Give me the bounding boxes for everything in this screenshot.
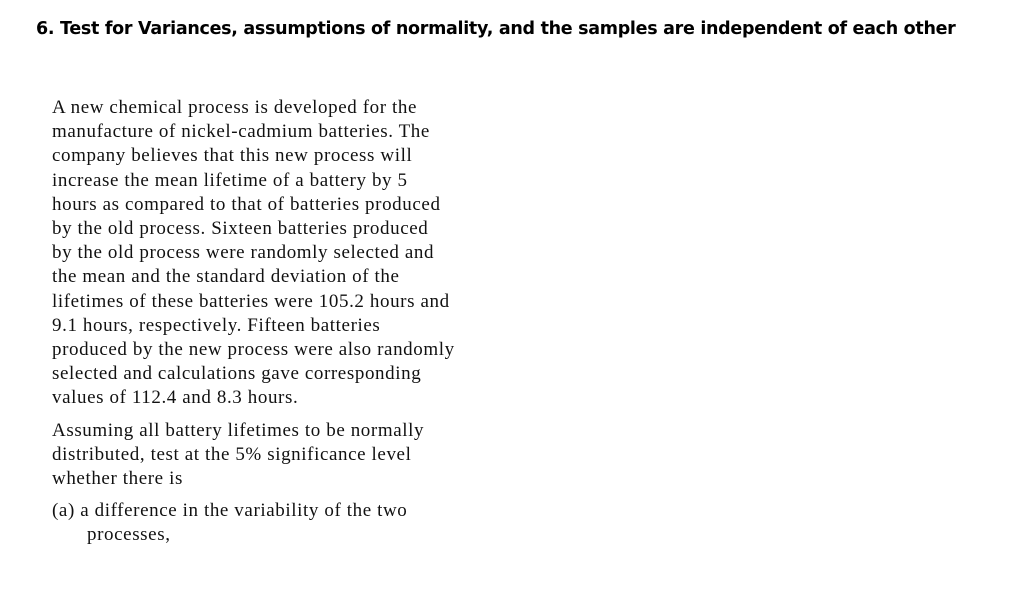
text-line: lifetimes of these batteries were 105.2 hours and (52, 290, 450, 312)
text-line: A new chemical process is developed for the (52, 97, 418, 118)
text-line: manufacture of nickel-cadmium batteries. The (52, 121, 430, 143)
text-line: values of 112.4 and 8.3 hours. (52, 387, 299, 409)
instruction-paragraph (52, 419, 532, 492)
text-line: hours as compared to that of batteries produced (52, 193, 441, 215)
text-line: produced by the new process were also randomly (52, 339, 455, 361)
text-line: company believes that this new process will (52, 145, 413, 167)
text-line: selected and calculations gave corresponding (52, 363, 422, 385)
text-line: whether there is (52, 468, 183, 490)
part-a-line: (a) a difference in the variability of the two (52, 500, 408, 522)
text-line: increase the mean lifetime of a battery by 5 (52, 169, 408, 191)
problem-paragraph (52, 96, 532, 411)
text-line: distributed, test at the 5% significance level (52, 443, 412, 465)
part-a (52, 499, 532, 547)
text-line: 9.1 hours, respectively. Fifteen batteries (52, 314, 381, 336)
text-line: Assuming all battery lifetimes to be normally (52, 419, 425, 441)
problem-text (52, 96, 532, 548)
text-line: by the old process were randomly selected and (52, 242, 435, 264)
question-heading: 6. Test for Variances, assumptions of normality, and the samples are independent of each other (36, 19, 956, 39)
part-a-continuation: processes, (87, 524, 171, 546)
text-line: the mean and the standard deviation of the (52, 266, 400, 288)
text-line: by the old process. Sixteen batteries produced (52, 218, 429, 240)
